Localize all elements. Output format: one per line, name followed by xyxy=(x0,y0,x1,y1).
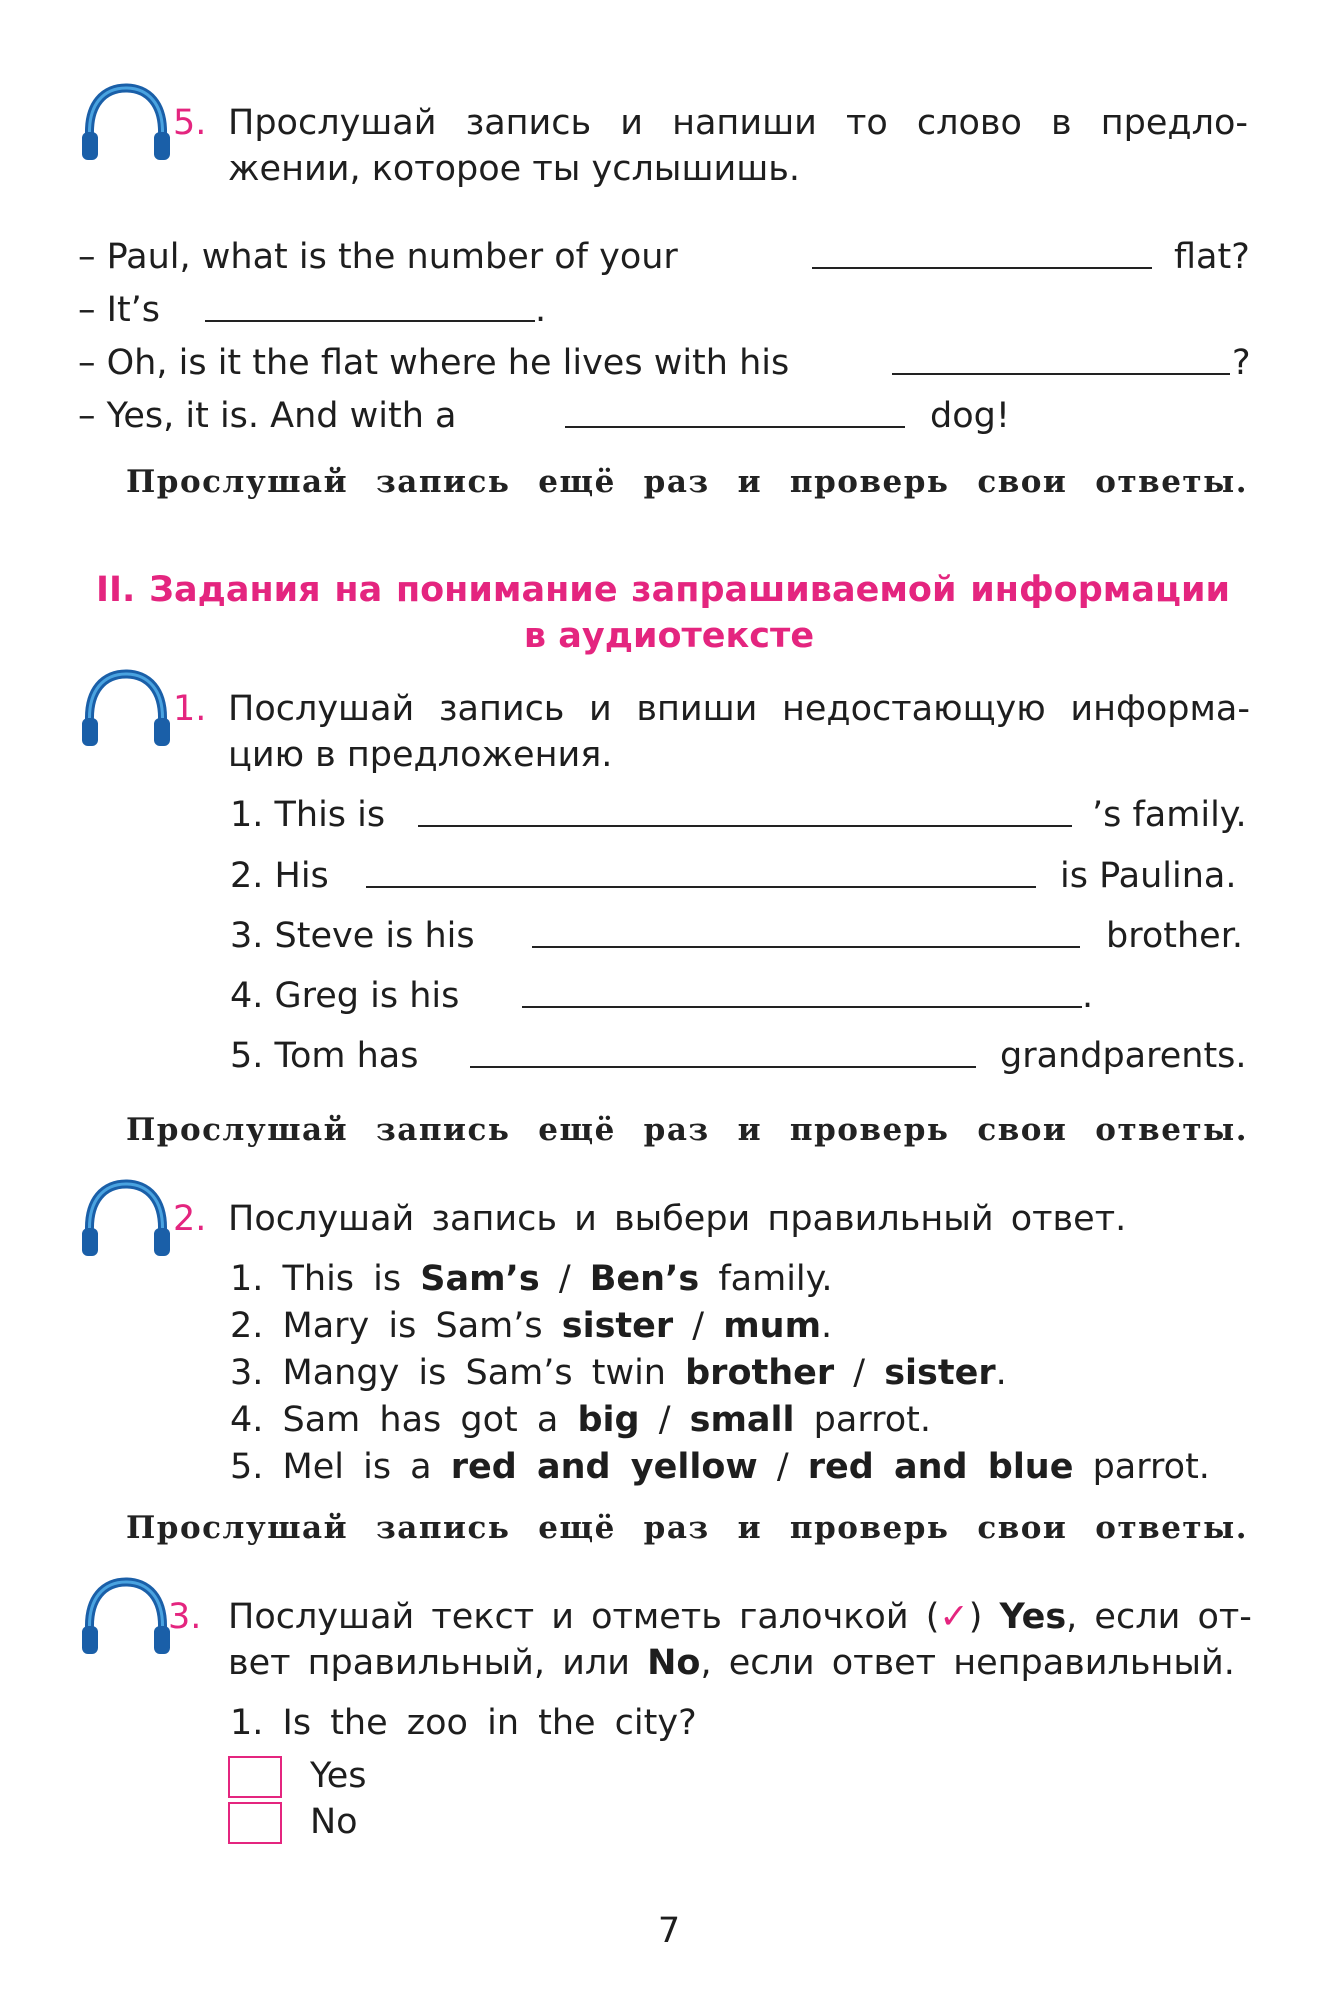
check-answers-note-2: Прослушай запись ещё раз и проверь свои ответы. xyxy=(126,1112,1248,1148)
tick-mark-icon: ✓ xyxy=(939,1597,969,1637)
page-number: 7 xyxy=(657,1911,681,1951)
exercise-3-instruction-line2: вет правильный, или No, если ответ неправильный. xyxy=(228,1643,1235,1683)
headphones-icon xyxy=(78,1576,174,1656)
question-1: 1. Is the zoo in the city? xyxy=(230,1703,697,1743)
answer-blank-4[interactable] xyxy=(565,426,905,428)
dialog-line-1-end: flat? xyxy=(1174,237,1250,277)
fill-item-1-start: 1. This is xyxy=(230,795,386,835)
fill-blank-1[interactable] xyxy=(418,825,1072,827)
exercise-1-instruction-line2: цию в предложения. xyxy=(228,735,613,775)
fill-item-2-start: 2. His xyxy=(230,856,329,896)
headphones-icon xyxy=(78,82,174,162)
exercise-2-instruction: Послушай запись и выбери правильный ответ. xyxy=(228,1199,1127,1239)
answer-blank-3[interactable] xyxy=(892,373,1230,375)
exercise-3-number: 3. xyxy=(168,1597,202,1637)
fill-item-5-end: grandparents. xyxy=(1000,1036,1247,1076)
dialog-line-4-end: dog! xyxy=(930,396,1010,436)
exercise-5-instruction-line2: жении, которое ты услышишь. xyxy=(228,149,800,189)
headphones-icon xyxy=(78,1178,174,1258)
checkbox-yes[interactable] xyxy=(228,1756,282,1798)
dialog-line-4-start: – Yes, it is. And with a xyxy=(78,396,457,436)
label-yes: Yes xyxy=(310,1756,367,1796)
dialog-line-2-start: – It’s xyxy=(78,290,161,330)
fill-item-4-end: . xyxy=(1082,976,1094,1016)
dialog-line-3-end: ? xyxy=(1232,343,1251,383)
fill-item-3-end: brother. xyxy=(1106,916,1243,956)
exercise-1-number: 1. xyxy=(173,689,207,729)
check-answers-note-1: Прослушай запись ещё раз и проверь свои ответы. xyxy=(126,464,1248,500)
fill-item-5-start: 5. Tom has xyxy=(230,1036,419,1076)
fill-blank-4[interactable] xyxy=(522,1006,1082,1008)
fill-blank-2[interactable] xyxy=(366,886,1036,888)
answer-blank-1[interactable] xyxy=(812,267,1152,269)
exercise-5-instruction-line1: Прослушай запись и напиши то слово в предло- xyxy=(228,103,1248,143)
fill-item-2-end: is Paulina. xyxy=(1060,856,1237,896)
label-no: No xyxy=(310,1802,358,1842)
choice-item-1: 1. This is Sam’s / Ben’s family. xyxy=(230,1259,833,1299)
dialog-line-3-start: – Oh, is it the flat where he lives with his xyxy=(78,343,790,383)
exercise-3-instruction-line1: Послушай текст и отметь галочкой (✓) Yes, если от- xyxy=(228,1597,1252,1637)
fill-item-3-start: 3. Steve is his xyxy=(230,916,475,956)
choice-item-3: 3. Mangy is Sam’s twin brother / sister. xyxy=(230,1353,1007,1393)
exercise-2-number: 2. xyxy=(173,1199,207,1239)
section-title-line2: в аудиотексте xyxy=(523,616,815,656)
choice-item-2: 2. Mary is Sam’s sister / mum. xyxy=(230,1306,833,1346)
fill-blank-5[interactable] xyxy=(470,1066,976,1068)
exercise-5-number: 5. xyxy=(173,103,207,143)
check-answers-note-3: Прослушай запись ещё раз и проверь свои ответы. xyxy=(126,1510,1248,1546)
exercise-1-instruction-line1: Послушай запись и впиши недостающую информа- xyxy=(228,689,1250,729)
dialog-line-1-start: – Paul, what is the number of your xyxy=(78,237,678,277)
headphones-icon xyxy=(78,668,174,748)
section-title-line1: II. Задания на понимание запрашиваемой информации xyxy=(96,570,1230,610)
fill-item-1-end: ’s family. xyxy=(1092,795,1247,835)
fill-item-4-start: 4. Greg is his xyxy=(230,976,460,1016)
fill-blank-3[interactable] xyxy=(532,946,1080,948)
answer-blank-2[interactable] xyxy=(205,320,535,322)
choice-item-5: 5. Mel is a red and yellow / red and blue parrot. xyxy=(230,1447,1210,1487)
checkbox-no[interactable] xyxy=(228,1802,282,1844)
choice-item-4: 4. Sam has got a big / small parrot. xyxy=(230,1400,931,1440)
dialog-line-2-end: . xyxy=(535,290,547,330)
